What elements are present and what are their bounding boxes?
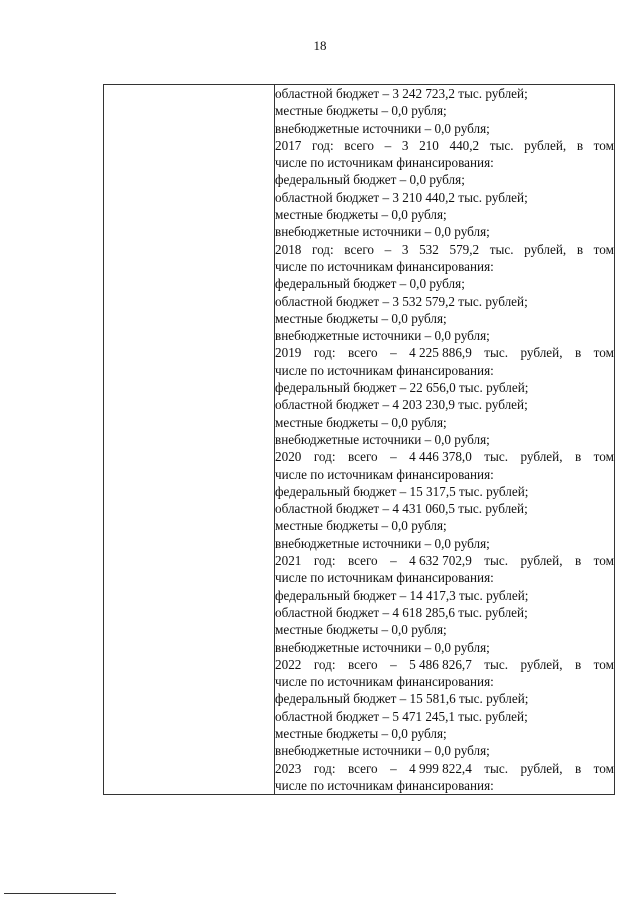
word: 3 <box>401 241 409 257</box>
word: том <box>593 449 614 465</box>
text-line: областной бюджет – 3 210 440,2 тыс. рублей; <box>275 189 528 205</box>
text-line: внебюджетные источники – 0,0 рубля; <box>275 120 490 136</box>
word: рублей, <box>520 760 563 776</box>
text-line: местные бюджеты – 0,0 рубля; <box>275 310 447 326</box>
text-line: числе по источникам финансирования: <box>275 258 494 274</box>
text-line: числе по источникам финансирования: <box>275 777 494 793</box>
word: год: <box>312 241 334 257</box>
word: в <box>574 760 582 776</box>
word: год: <box>312 137 334 153</box>
word: том <box>593 760 614 776</box>
word: рублей, <box>524 241 567 257</box>
text-line: областной бюджет – 3 242 723,2 тыс. рублей; <box>275 86 528 101</box>
text-line: федеральный бюджет – 22 656,0 тыс. рублей; <box>275 380 529 396</box>
text-line <box>275 344 614 361</box>
word: в <box>574 345 582 361</box>
word: – <box>390 760 397 776</box>
word: том <box>593 241 614 257</box>
funding-table <box>103 84 615 795</box>
text-line: федеральный бюджет – 15 317,5 тыс. рублей; <box>275 483 529 499</box>
word: в <box>574 656 582 672</box>
text-line: федеральный бюджет – 14 417,3 тыс. рублей; <box>275 587 529 603</box>
word: 4 632 702,9 <box>409 553 472 569</box>
word: тыс. <box>484 656 509 672</box>
word: 4 225 886,9 <box>409 345 472 361</box>
text-line <box>275 760 614 777</box>
word: 210 <box>419 137 439 153</box>
word: 2019 <box>275 345 302 361</box>
funding-lines <box>275 85 614 794</box>
word: тыс. <box>489 137 514 153</box>
word: 2023 <box>275 760 302 776</box>
text-line: местные бюджеты – 0,0 рубля; <box>275 103 447 119</box>
word: 579,2 <box>449 241 480 257</box>
word: всего <box>344 137 374 153</box>
word: тыс. <box>484 553 509 569</box>
text-line <box>275 448 614 465</box>
text-line: областной бюджет – 4 431 060,5 тыс. рублей; <box>275 501 528 517</box>
text-line: числе по источникам финансирования: <box>275 466 494 482</box>
word: год: <box>313 760 336 776</box>
text-line: местные бюджеты – 0,0 рубля; <box>275 622 447 638</box>
word: тыс. <box>484 760 509 776</box>
text-line: местные бюджеты – 0,0 рубля; <box>275 518 447 534</box>
word: год: <box>313 553 336 569</box>
text-line: внебюджетные источники – 0,0 рубля; <box>275 328 490 344</box>
word: – <box>384 241 392 257</box>
text-line: числе по источникам финансирования: <box>275 155 494 171</box>
word: 2017 <box>275 137 302 153</box>
word: всего <box>347 345 378 361</box>
word: год: <box>313 345 336 361</box>
text-line: внебюджетные источники – 0,0 рубля; <box>275 431 490 447</box>
footnote-rule <box>4 893 116 894</box>
word: рублей, <box>520 553 563 569</box>
word: всего <box>347 553 378 569</box>
word: всего <box>347 449 378 465</box>
text-line: областной бюджет – 4 618 285,6 тыс. рублей; <box>275 604 528 620</box>
word: в <box>576 241 584 257</box>
word: рублей, <box>520 345 563 361</box>
text-line: областной бюджет – 3 532 579,2 тыс. рублей; <box>275 293 528 309</box>
word: тыс. <box>484 449 509 465</box>
word: – <box>390 553 397 569</box>
word: тыс. <box>489 241 514 257</box>
text-line: внебюджетные источники – 0,0 рубля; <box>275 535 490 551</box>
word: тыс. <box>484 345 509 361</box>
text-line <box>275 137 614 154</box>
text-line: местные бюджеты – 0,0 рубля; <box>275 207 447 223</box>
word: – <box>390 345 397 361</box>
word: том <box>593 656 614 672</box>
text-line: федеральный бюджет – 0,0 рубля; <box>275 172 465 188</box>
table-cell-empty <box>104 85 275 795</box>
word: всего <box>347 760 378 776</box>
word: рублей, <box>520 449 563 465</box>
table-row <box>104 85 615 795</box>
word: год: <box>313 449 336 465</box>
text-line <box>275 552 614 569</box>
word: том <box>593 345 614 361</box>
word: 2020 <box>275 449 302 465</box>
word: в <box>576 137 584 153</box>
word: в <box>574 553 582 569</box>
text-line: числе по источникам финансирования: <box>275 362 494 378</box>
table-cell-funding-text <box>275 85 615 795</box>
word: – <box>390 656 397 672</box>
word: всего <box>347 656 378 672</box>
text-line: федеральный бюджет – 15 581,6 тыс. рублей; <box>275 691 529 707</box>
word: 440,2 <box>449 137 480 153</box>
text-line: местные бюджеты – 0,0 рубля; <box>275 414 447 430</box>
word: 2018 <box>275 241 302 257</box>
word: рублей, <box>520 656 563 672</box>
text-line: числе по источникам финансирования: <box>275 570 494 586</box>
word: том <box>593 553 614 569</box>
text-line: областной бюджет – 4 203 230,9 тыс. рублей; <box>275 397 528 413</box>
text-line: федеральный бюджет – 0,0 рубля; <box>275 276 465 292</box>
word: 532 <box>419 241 439 257</box>
text-line: внебюджетные источники – 0,0 рубля; <box>275 639 490 655</box>
word: 2021 <box>275 553 302 569</box>
text-line <box>275 241 614 258</box>
text-line <box>275 656 614 673</box>
word: 2022 <box>275 656 302 672</box>
word: 4 446 378,0 <box>409 449 472 465</box>
text-line: местные бюджеты – 0,0 рубля; <box>275 725 447 741</box>
text-line: числе по источникам финансирования: <box>275 674 494 690</box>
text-line: внебюджетные источники – 0,0 рубля; <box>275 743 490 759</box>
text-line: областной бюджет – 5 471 245,1 тыс. рублей; <box>275 708 528 724</box>
word: том <box>593 137 614 153</box>
text-line: внебюджетные источники – 0,0 рубля; <box>275 224 490 240</box>
word: год: <box>313 656 336 672</box>
word: рублей, <box>524 137 567 153</box>
page-number: 18 <box>313 38 327 53</box>
word: в <box>574 449 582 465</box>
word: 3 <box>401 137 409 153</box>
word: – <box>384 137 392 153</box>
word: 4 999 822,4 <box>409 760 472 776</box>
word: – <box>390 449 397 465</box>
word: 5 486 826,7 <box>409 656 472 672</box>
word: всего <box>344 241 374 257</box>
